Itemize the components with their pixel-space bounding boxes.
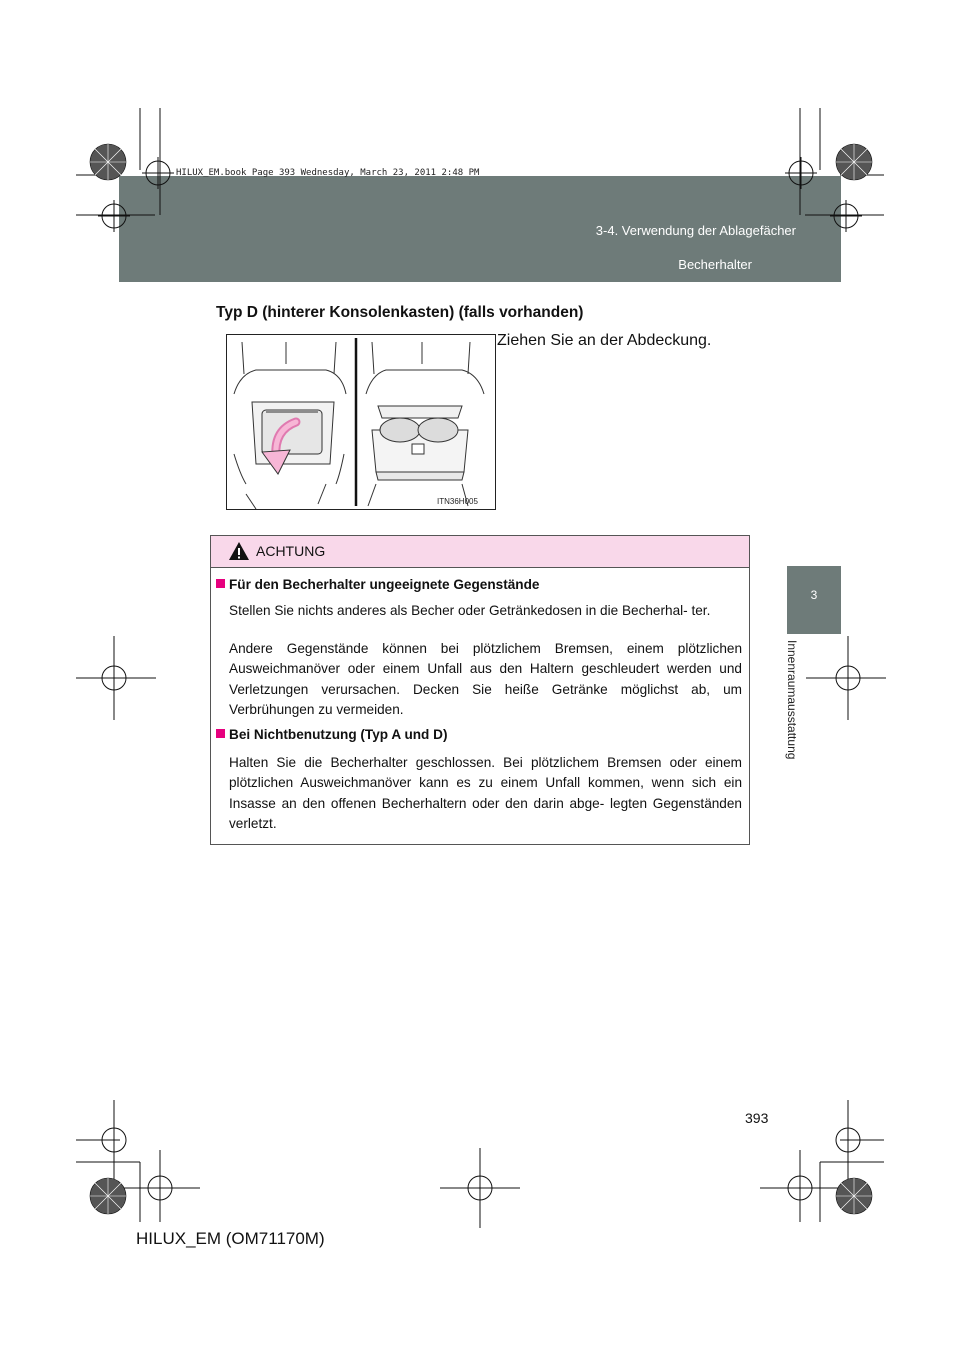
subsection-title: Becherhalter (678, 257, 752, 272)
book-stamp: HILUX_EM.book Page 393 Wednesday, March 23, 2011 2:48 PM (176, 168, 480, 178)
instruction-text: Ziehen Sie an der Abdeckung. (497, 332, 712, 349)
section-heading: Typ D (hinterer Konsolenkasten) (falls vorhanden) (216, 304, 584, 321)
page-number: 393 (745, 1110, 769, 1126)
warning-paragraph: Stellen Sie nichts anderes als Becher oder Getränkedosen in die Becherhal- ter. (229, 603, 711, 618)
warning-paragraph: Andere Gegenstände können bei plötzlichem Bremsen, einem plötzlichen Ausweichmanöver oder einem Unfall aus den Haltern geschleudert werden und Verletzungen verursachen. Decken Sie heiße Getränke möglichst ab, um Verbrühungen zu vermeiden. (229, 641, 742, 718)
warning-item-title: Bei Nichtbenutzung (Typ A und D) (216, 727, 447, 742)
warning-paragraph: Halten Sie die Becherhalter geschlossen. Bei plötzlichem Bremsen oder einem plötzlichen Ausweichmanöver kann es zu einem Unfall kommen, wenn sich ein Insasse an den offenen Becherhaltern oder den darin abge- legten Gegenständen verletzt. (229, 755, 742, 832)
illustration-code: ITN36H005 (437, 497, 478, 506)
chapter-label-text: Innenraumausstattung (785, 640, 799, 760)
warning-title: ACHTUNG (256, 543, 326, 559)
document-code: HILUX_EM (OM71170M) (136, 1229, 325, 1248)
section-title: 3-4. Verwendung der Ablagefächer (595, 223, 796, 238)
chapter-number: 3 (810, 588, 818, 602)
warning-item-title: Für den Becherhalter ungeeignete Gegenstände (216, 577, 539, 592)
